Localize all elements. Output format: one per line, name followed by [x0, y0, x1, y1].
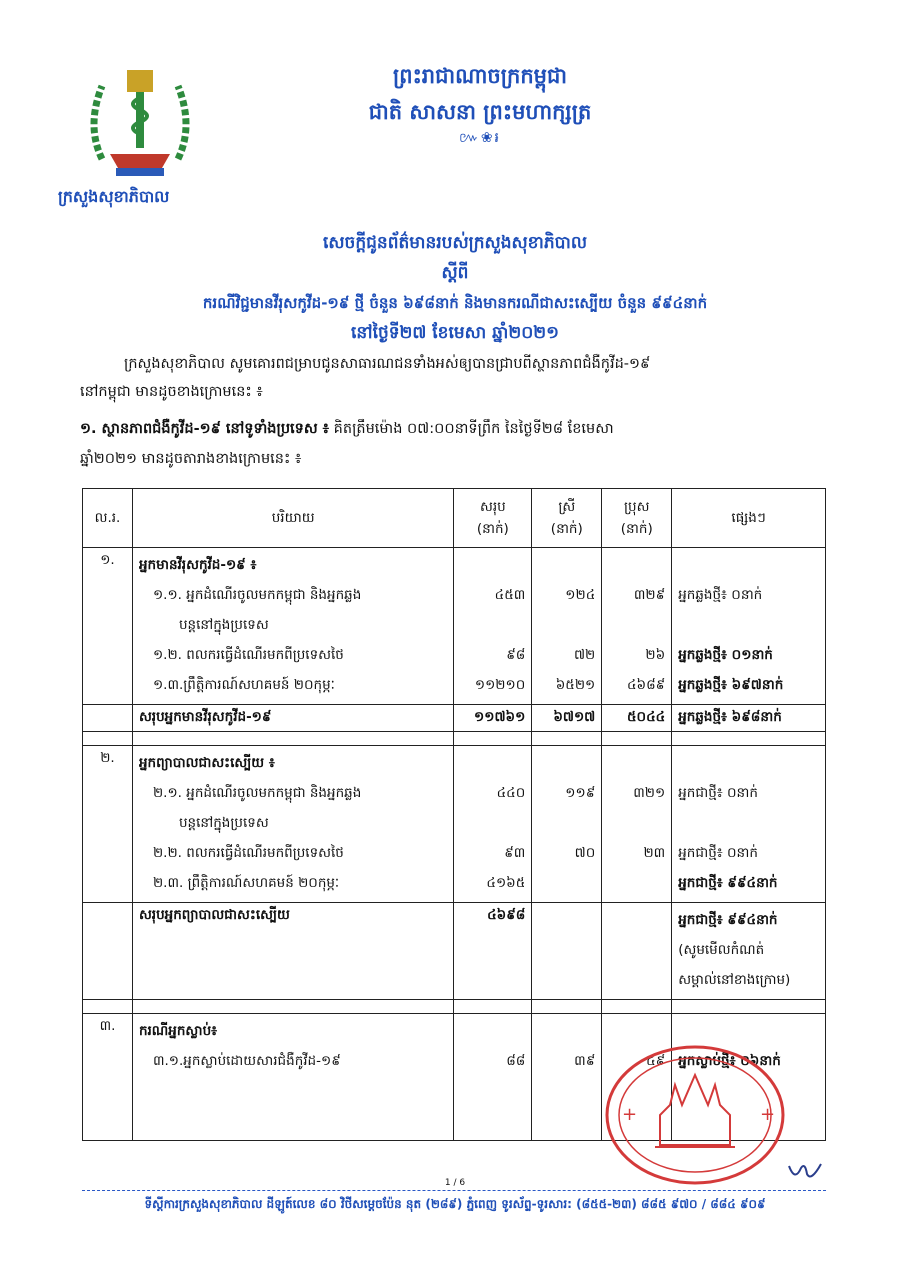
- total-note: អ្នកឆ្លងថ្មី៖ ៦៩៨នាក់: [672, 705, 826, 732]
- section-1-line-2: ឆ្នាំ២០២១ មានដូចតារាងខាងក្រោមនេះ ៖: [80, 451, 302, 467]
- row-total: ៤១៦៥: [486, 875, 526, 891]
- row-desc: ១.១. អ្នកដំណើរចូលមកកម្ពុជា និងអ្នកឆ្លង: [152, 587, 362, 603]
- row-desc: ៣.១.អ្នកស្លាប់ដោយសារជំងឺកូវីដ-១៩: [152, 1053, 341, 1069]
- row-desc-cont: បន្តនៅក្នុងប្រទេស: [178, 815, 269, 831]
- group-number: ២.: [83, 746, 133, 903]
- ministry-name: ក្រសួងសុខាភិបាល: [58, 187, 170, 206]
- national-motto: ជាតិ សាសនា ព្រះមហាក្សត្រ: [368, 100, 592, 124]
- row-desc: ២.៣. ព្រឹត្តិការណ៍សហគមន៍ ២០កុម្ភៈ: [152, 875, 340, 891]
- row-male: ៤៩: [646, 1053, 666, 1069]
- title-line-1: សេចក្ដីជូនព័ត៌មានរបស់ក្រសួងសុខាភិបាល: [322, 233, 588, 253]
- row-note: អ្នកជាថ្មី៖ ០នាក់: [678, 845, 758, 861]
- svg-text:+: +: [760, 1104, 776, 1125]
- row-note: អ្នកជាថ្មី៖ ០នាក់: [678, 785, 758, 801]
- row-desc: ១.៣.ព្រឹត្តិការណ៍សហគមន៍ ២០កុម្ភៈ: [152, 677, 335, 693]
- total-total: ១១៧៦១: [454, 705, 532, 732]
- row-desc: ២.១. អ្នកដំណើរចូលមកកម្ពុជា និងអ្នកឆ្លង: [152, 785, 362, 801]
- col-header-no: ល.រ.: [83, 489, 133, 548]
- footer-address: ទីស្ដីការក្រសួងសុខាភិបាល ដីឡូត៍លេខ ៨០ វិថីសម្ដេចប៉ែន នុត (២៨៩) ភ្នំពេញ ទូរស័ព្ទ-ទូរសារ: (៨៥៥-២៣) ៨៨៥ ៩៧០ / ៨៨៤ ៩០៩: [144, 1197, 766, 1211]
- row-note: អ្នកឆ្លងថ្មី៖ ០នាក់: [678, 587, 763, 603]
- total-note: អ្នកជាថ្មី៖ ៩៩៤នាក់: [678, 912, 778, 928]
- row-female: ១២៤: [565, 587, 596, 603]
- row-note: អ្នកឆ្លងថ្មី៖ ៦៩៧នាក់: [678, 677, 784, 693]
- page-number: 1 / 6: [444, 1178, 466, 1188]
- total-female: ៦៧១៧: [532, 705, 602, 732]
- intro-line-1: ក្រសួងសុខាភិបាល សូមគោរពជម្រាបជូនសាធារណជនទាំងអស់ឲ្យបានជ្រាបពីស្ថានភាពជំងឺកូវីដ-១៩: [124, 356, 651, 372]
- row-male: ៤៦៨៩: [626, 677, 666, 693]
- total-label: សរុបអ្នកព្យាបាលជាសះស្បើយ: [132, 903, 453, 1000]
- row-total: ៤៥៣: [494, 587, 526, 603]
- total-note-3: សម្គាល់នៅខាងក្រោម): [678, 972, 791, 988]
- col-header-description: បរិយាយ: [132, 489, 453, 548]
- total-male: ៥០៤៤: [602, 705, 672, 732]
- kingdom-header: [300, 58, 660, 130]
- row-desc-cont: បន្តនៅក្នុងប្រទេស: [178, 617, 269, 633]
- table-total-row: [83, 705, 826, 732]
- signature: [785, 1160, 825, 1190]
- row-female: ៦៥២១: [555, 677, 596, 693]
- row-note: អ្នកឆ្លងថ្មី៖ ០១នាក់: [678, 647, 773, 663]
- row-female: ៧២: [573, 647, 596, 663]
- official-seal: [600, 1035, 790, 1185]
- row-male: ៣២១: [633, 785, 666, 801]
- row-male: ២៣: [643, 845, 666, 861]
- row-desc: ២.២. ពលករធ្វើដំណើរមកពីប្រទេសថៃ: [152, 845, 344, 861]
- row-male: ២៦: [645, 647, 666, 663]
- footer-divider: [82, 1190, 826, 1191]
- row-total: ៨៨: [506, 1053, 526, 1069]
- press-release-title: [60, 228, 850, 348]
- group-heading: អ្នកព្យាបាលជាសះស្បើយ ៖: [138, 755, 275, 771]
- svg-text:+: +: [622, 1104, 638, 1125]
- section-1-heading: ១. ស្ថានភាពជំងឺកូវីដ-១៩ នៅទូទាំងប្រទេស ៖: [80, 421, 330, 437]
- title-line-4: នៅថ្ងៃទី២៧ ខែមេសា ឆ្នាំ២០២១: [351, 323, 559, 343]
- table-total-row: [83, 903, 826, 1000]
- row-total: ១១២១០: [474, 677, 526, 693]
- group-heading: អ្នកមានវីរុសកូវីដ-១៩ ៖: [138, 557, 257, 573]
- row-female: ៣៩: [574, 1053, 596, 1069]
- row-desc: ១.២. ពលករធ្វើដំណើរមកពីប្រទេសថៃ: [152, 647, 344, 663]
- total-total: ៤៦៩៨: [454, 903, 532, 1000]
- row-note: អ្នកជាថ្មី៖ ៩៩៤នាក់: [678, 875, 778, 891]
- col-header-male: ប្រុស (នាក់): [602, 489, 672, 548]
- row-female: ១១៩: [565, 785, 596, 801]
- row-male: ៣២៩: [633, 587, 666, 603]
- group-number: ១.: [83, 548, 133, 705]
- col-header-total: សរុប (នាក់): [454, 489, 532, 548]
- row-female: ៧០: [574, 845, 596, 861]
- table-row: [83, 548, 826, 705]
- col-header-notes: ផ្សេងៗ: [672, 489, 826, 548]
- intro-line-2: នៅកម្ពុជា មានដូចខាងក្រោមនេះ ៖: [80, 384, 263, 400]
- ornament: ៚❀៛: [459, 130, 501, 146]
- row-total: ៤៤០: [496, 785, 526, 801]
- group-number: ៣.: [83, 1014, 133, 1141]
- table-header-row: [83, 489, 826, 548]
- row-total: ៩៨: [506, 647, 526, 663]
- title-line-2: ស្ដីពី: [441, 263, 469, 283]
- title-line-3: ករណីវិជ្ជមានវីរុសកូវីដ-១៩ ថ្មី ចំនួន ៦៩៨នាក់ និងមានករណីជាសះស្បើយ ចំនួន ៩៩៤នាក់: [202, 294, 708, 312]
- total-note-2: (សូមមើលកំណត់: [678, 942, 765, 958]
- row-note: អ្នកស្លាប់ថ្មី៖ ០៦នាក់: [678, 1053, 781, 1069]
- intro-paragraph: [80, 350, 840, 406]
- table-row: [83, 746, 826, 903]
- kingdom-name: ព្រះរាជាណាចក្រកម្ពុជា: [392, 64, 567, 88]
- section-1-text: គិតត្រឹមម៉ោង ០៧:០០នាទីព្រឹក នៃថ្ងៃទី២៨ ខែមេសា: [333, 421, 614, 437]
- total-label: សរុបអ្នកមានវីរុសកូវីដ-១៩: [132, 705, 453, 732]
- group-heading: ករណីអ្នកស្លាប់៖: [138, 1023, 218, 1039]
- col-header-female: ស្រី (នាក់): [532, 489, 602, 548]
- row-total: ៩៣: [504, 845, 526, 861]
- section-1: [80, 414, 840, 474]
- ministry-logo: [80, 64, 200, 184]
